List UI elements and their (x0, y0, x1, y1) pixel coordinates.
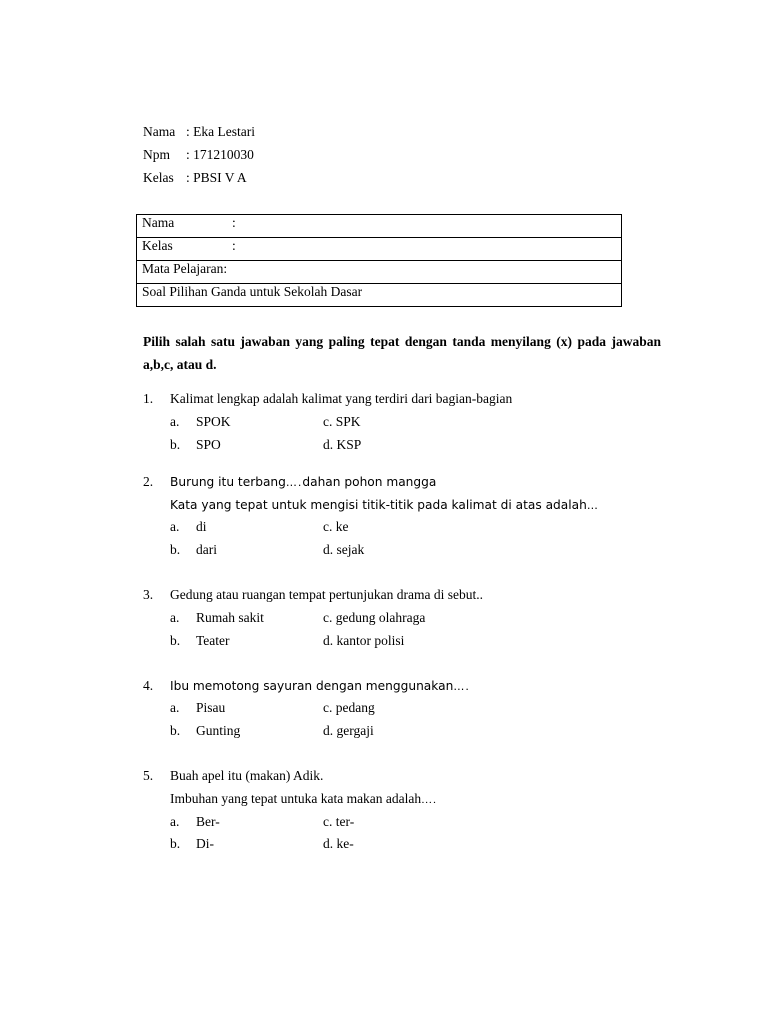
question-subtext-body: Kata yang tepat untuk mengisi titik-titik pada kalimat di atas adalah (170, 498, 587, 512)
option-letter-b: b. (170, 836, 181, 851)
option-letter-b: b. (170, 542, 181, 557)
class-label: Kelas (143, 170, 174, 185)
option-a: Ber- (196, 814, 220, 829)
question-number: 5. (143, 768, 154, 783)
option-d: d. ke- (323, 836, 354, 851)
question-text-body: Ibu memotong sayuran dengan menggunakan (170, 679, 454, 693)
question-text-after: dahan pohon mangga (302, 475, 437, 489)
option-letter-b: b. (170, 723, 181, 738)
table-cell-mapel: Mata Pelajaran: (137, 261, 622, 284)
npm-label: Npm (143, 147, 170, 162)
question-number: 1. (143, 391, 154, 406)
option-b: Gunting (196, 723, 241, 738)
table-row (137, 238, 622, 261)
option-b: Teater (196, 633, 230, 648)
table-nama-colon: : (232, 215, 236, 230)
option-c: c. ke (323, 519, 349, 534)
question-text: Buah apel itu (makan) Adik. (170, 768, 324, 783)
table-row (137, 215, 622, 238)
name-label: Nama (143, 124, 176, 139)
name-value: : Eka Lestari (186, 124, 255, 139)
question-text: Kalimat lengkap adalah kalimat yang terdiri dari bagian-bagian (170, 391, 513, 406)
header-table (136, 214, 622, 307)
question-number: 2. (143, 474, 154, 489)
question-text: Gedung atau ruangan tempat pertunjukan drama di sebut.. (170, 587, 484, 602)
table-cell-title: Soal Pilihan Ganda untuk Sekolah Dasar (137, 284, 622, 307)
table-kelas-colon: : (232, 238, 236, 253)
option-letter-a: a. (170, 414, 180, 429)
option-letter-b: b. (170, 633, 181, 648)
option-letter-b: b. (170, 437, 181, 452)
option-c: c. ter- (323, 814, 355, 829)
question-subtext (170, 497, 599, 514)
question-text-before: Burung itu terbang (170, 475, 286, 489)
option-a: di (196, 519, 207, 534)
table-row (137, 284, 622, 307)
instruction-text: Pilih salah satu jawaban yang paling tepat dengan tanda menyilang (x) pada jawaban a,b,c, atau d. (143, 334, 661, 372)
option-c: c. pedang (323, 700, 375, 715)
option-b: dari (196, 542, 217, 557)
option-d: d. kantor polisi (323, 633, 405, 648)
option-letter-a: a. (170, 610, 180, 625)
option-a: Pisau (196, 700, 226, 715)
table-nama-label: Nama (142, 215, 175, 230)
class-value: : PBSI V A (186, 170, 247, 185)
question-text (170, 678, 470, 695)
question-subtext-dots: …. (421, 794, 437, 806)
table-row (137, 261, 622, 284)
question-subtext-dots: … (586, 499, 599, 512)
option-c: c. SPK (323, 414, 361, 429)
table-cell-kelas (137, 238, 622, 261)
question-subtext-body: Imbuhan yang tepat untuka kata makan adalah (170, 791, 422, 806)
option-a: Rumah sakit (196, 610, 264, 625)
question-number: 4. (143, 678, 154, 693)
option-b: Di- (196, 836, 214, 851)
table-kelas-label: Kelas (142, 238, 173, 253)
option-letter-a: a. (170, 519, 180, 534)
option-letter-a: a. (170, 814, 180, 829)
npm-value: : 171210030 (186, 147, 254, 162)
option-a: SPOK (196, 414, 231, 429)
option-c: c. gedung olahraga (323, 610, 426, 625)
question-number: 3. (143, 587, 154, 602)
option-d: d. KSP (323, 437, 362, 452)
option-letter-a: a. (170, 700, 180, 715)
option-b: SPO (196, 437, 221, 452)
table-cell-nama (137, 215, 622, 238)
question-subtext (170, 791, 437, 808)
question-dots: …. (285, 476, 303, 489)
option-d: d. gergaji (323, 723, 374, 738)
option-d: d. sejak (323, 542, 365, 557)
question-dots: …. (453, 680, 470, 693)
question-text (170, 474, 436, 491)
